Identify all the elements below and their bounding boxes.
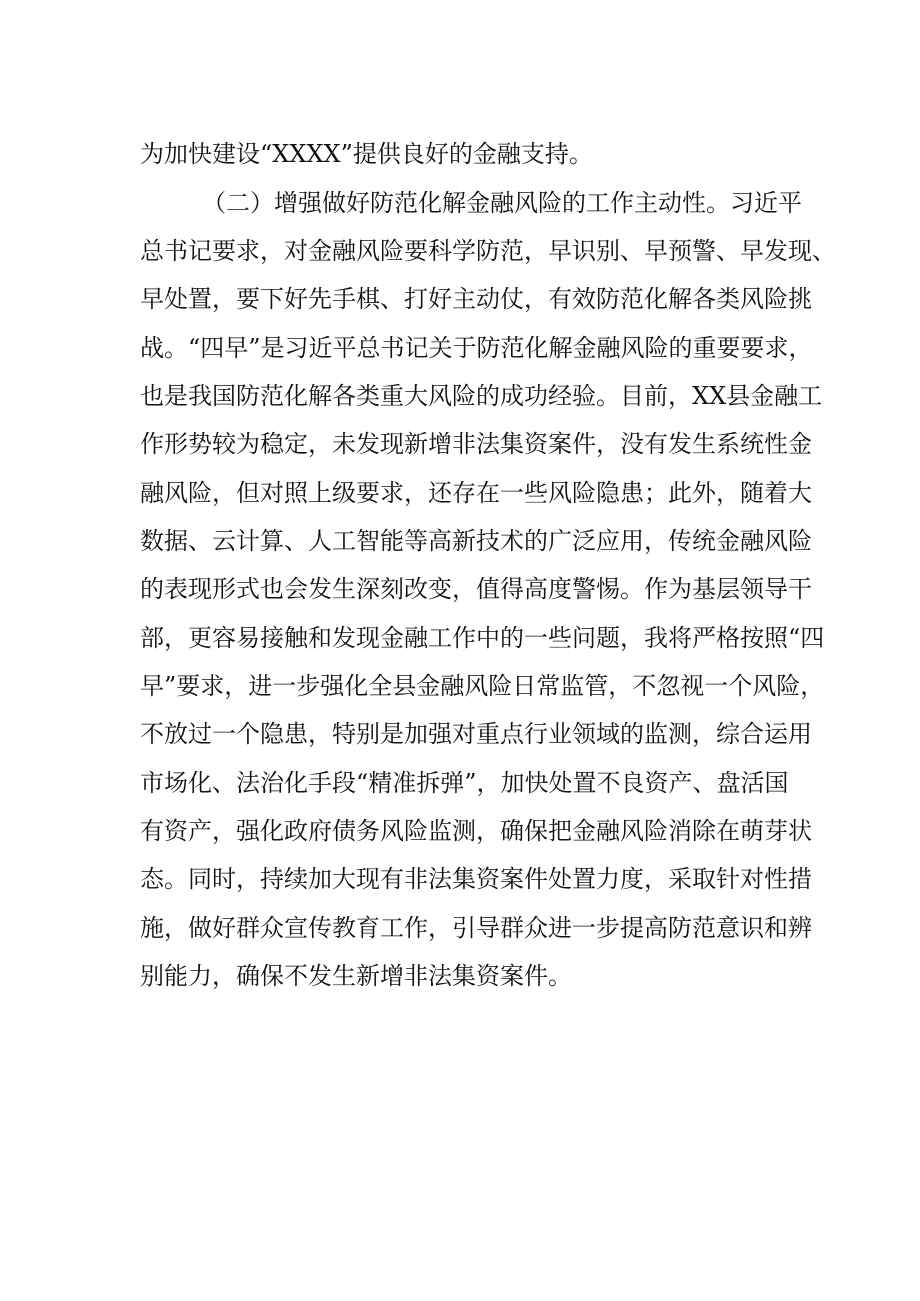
paragraph-line: 市场化、法治化手段“精准拆弹”，加快处置不良资产、盘活国 [140, 769, 789, 797]
paragraph-line: 总书记要求，对金融风险要科学防范，早识别、早预警、早发现、 [140, 237, 836, 265]
paragraph-line: 战。“四早”是习近平总书记关于防范化解金融风险的重要要求， [140, 334, 813, 362]
paragraph-line: 态。同时，持续加大现有非法集资案件处置力度，采取针对性措 [140, 865, 812, 893]
paragraph-line: 早处置，要下好先手棋、打好主动仗，有效防范化解各类风险挑 [140, 285, 812, 313]
paragraph-line: 不放过一个隐患，特别是加强对重点行业领域的监测，综合运用 [140, 720, 812, 748]
paragraph-line: 早”要求，进一步强化全县金融风险日常监管，不忽视一个风险， [140, 672, 825, 700]
paragraph-line: 为加快建设“XXXX”提供良好的金融支持。 [140, 140, 593, 168]
paragraph-line: 部，更容易接触和发现金融工作中的一些问题，我将严格按照“四 [140, 624, 825, 652]
paragraph-line: 的表现形式也会发生深刻改变，值得高度警惕。作为基层领导干 [140, 575, 812, 603]
paragraph-line: 融风险，但对照上级要求，还存在一些风险隐患；此外，随着大 [140, 479, 812, 507]
paragraph-line: （二）增强做好防范化解金融风险的工作主动性。习近平 [202, 189, 802, 217]
paragraph-line: 有资产，强化政府债务风险监测，确保把金融风险消除在萌芽状 [140, 817, 812, 845]
paragraph-line: 也是我国防范化解各类重大风险的成功经验。目前，XX县金融工 [140, 382, 823, 410]
paragraph-line: 数据、云计算、人工智能等高新技术的广泛应用，传统金融风险 [140, 527, 812, 555]
paragraph-line: 别能力，确保不发生新增非法集资案件。 [140, 962, 572, 990]
paragraph-line: 施，做好群众宣传教育工作，引导群众进一步提高防范意识和辨 [140, 914, 812, 942]
paragraph-line: 作形势较为稳定，未发现新增非法集资案件，没有发生系统性金 [140, 430, 812, 458]
